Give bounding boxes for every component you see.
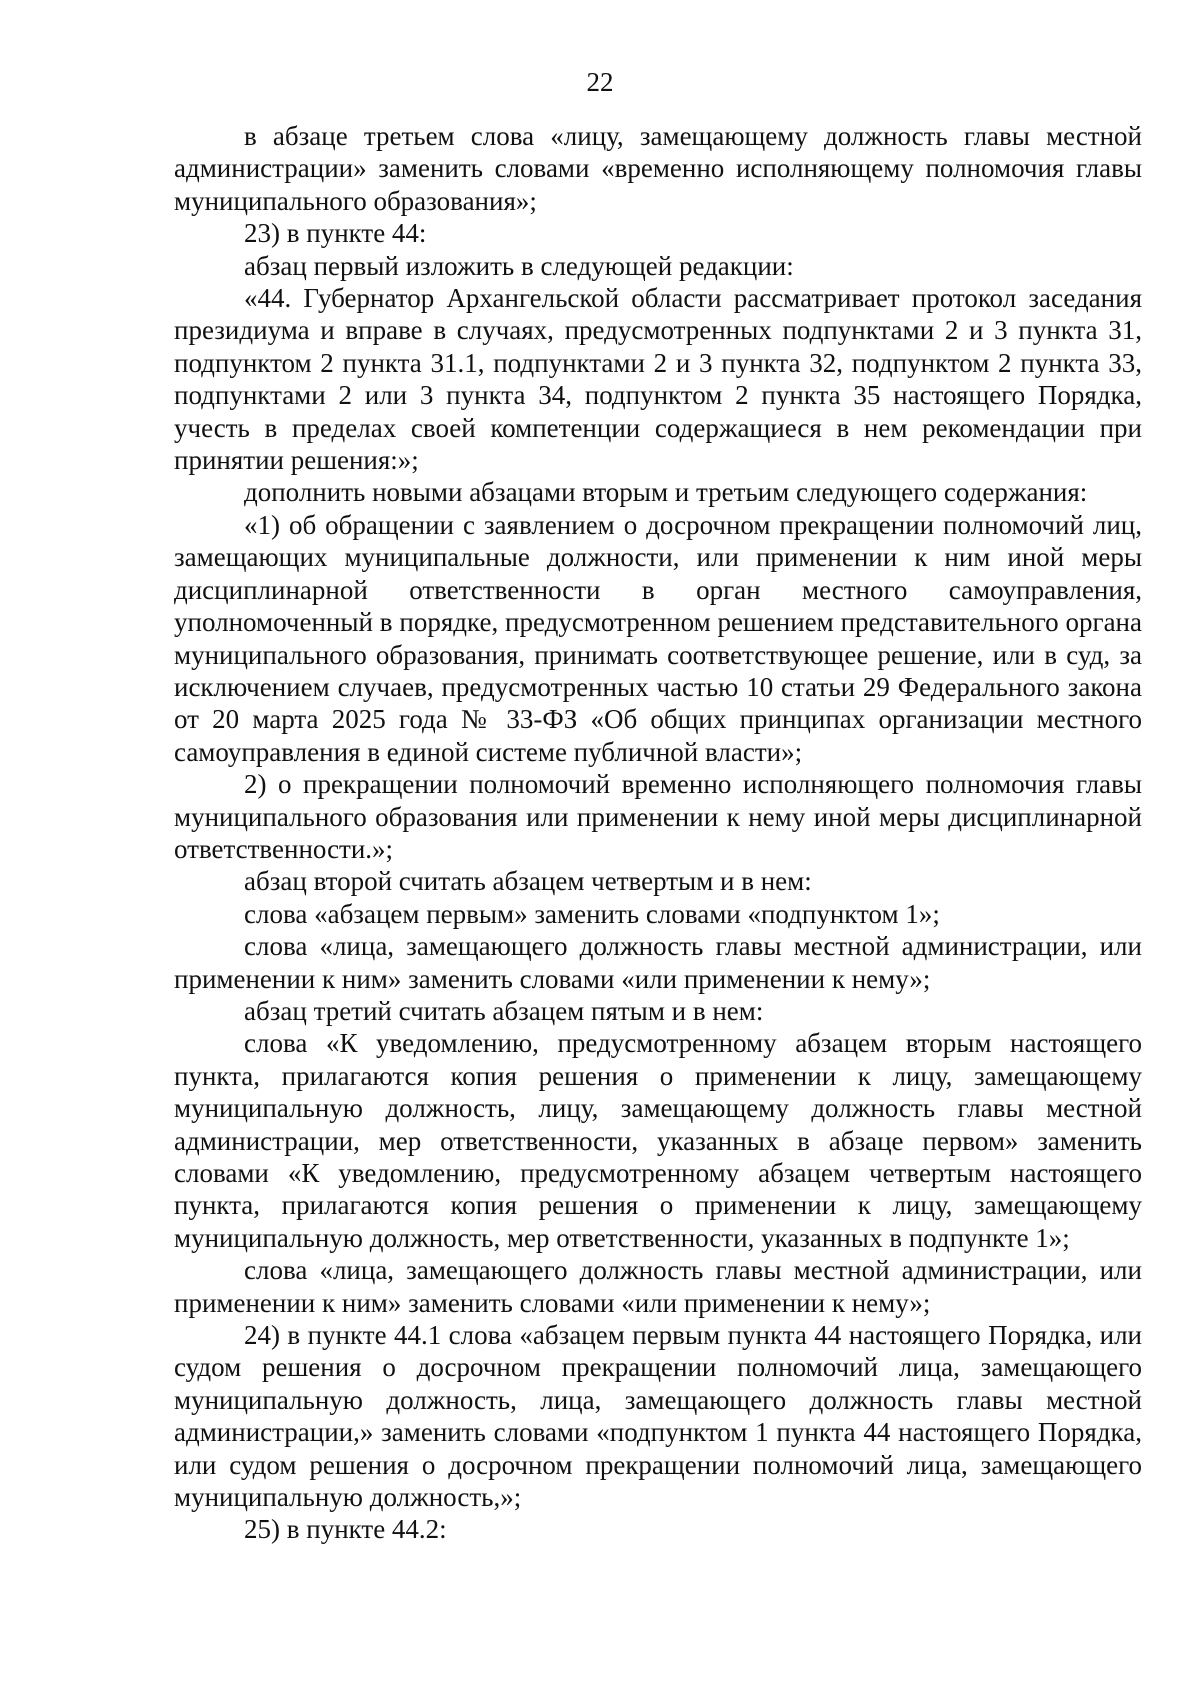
paragraph: 2) о прекращении полномочий временно исполняющего полномочия главы муниципального образования или применении к нему иной меры дисциплинарной ответственности.»; (174, 769, 1142, 864)
page-number: 22 (586, 67, 614, 97)
paragraph: 25) в пункте 44.2: (244, 1514, 447, 1545)
paragraph: 23) в пункте 44: (244, 218, 427, 249)
paragraph: дополнить новыми абзацами вторым и третьим следующего содержания: (244, 477, 1088, 508)
paragraph: «1) об обращении с заявлением о досрочном прекращении полномочий лиц, замещающих муниципальные должности, или применении к ним иной меры дисциплинарной ответственности в орган местного самоуправления, уполномоченный в порядке, предусмотренном решением представительного органа муниципального образования, принимать соответствующее решение, или в суд, за исключением случаев, предусмотренных частью 10 статьи 29 Федерального закона от 20 марта 2025 года № 33-ФЗ «Об общих принципах организации местного самоуправления в единой системе публичной власти»; (174, 509, 1142, 767)
document-body (174, 120, 1142, 1546)
paragraph: слова «К уведомлению, предусмотренному абзацем вторым настоящего пункта, прилагаются копия решения о применении к лицу, замещающему муниципальную должность, лицу, замещающему должность главы местной администрации, мер ответственности, указанных в абзаце первом» заменить словами «К уведомлению, предусмотренному абзацем четвертым настоящего пункта, прилагаются копия решения о применении к лицу, замещающему муниципальную должность, мер ответственности, указанных в подпункте 1»; (174, 1028, 1142, 1253)
paragraph: абзац второй считать абзацем четвертым и в нем: (244, 866, 812, 897)
paragraph: в абзаце третьем слова «лицу, замещающему должность главы местной администрации» заменить словами «временно исполняющему полномочия главы муниципального образования»; (174, 121, 1142, 216)
paragraph: слова «лица, замещающего должность главы местной администрации, или применении к ним» заменить словами «или применении к нему»; (174, 1255, 1142, 1318)
paragraph: слова «лица, замещающего должность главы местной администрации, или применении к ним» заменить словами «или применении к нему»; (174, 931, 1142, 994)
paragraph: слова «абзацем первым» заменить словами «подпунктом 1»; (244, 898, 940, 929)
paragraph: абзац третий считать абзацем пятым и в нем: (244, 995, 764, 1026)
paragraph: 24) в пункте 44.1 слова «абзацем первым пункта 44 настоящего Порядка, или судом решения о досрочном прекращении полномочий лица, замещающего муниципальную должность, лица, замещающего должность главы местной администрации,» заменить словами «подпунктом 1 пункта 44 настоящего Порядка, или судом решения о досрочном прекращении полномочий лица, замещающего муниципальную должность,»; (174, 1320, 1142, 1513)
paragraph: «44. Губернатор Архангельской области рассматривает протокол заседания президиума и вправе в случаях, предусмотренных подпунктами 2 и 3 пункта 31, подпунктом 2 пункта 31.1, подпунктами 2 и 3 пункта 32, подпунктом 2 пункта 33, подпунктами 2 или 3 пункта 34, подпунктом 2 пункта 35 настоящего Порядка, учесть в пределах своей компетенции содержащиеся в нем рекомендации при принятии решения:»; (174, 283, 1142, 476)
paragraph: абзац первый изложить в следующей редакции: (244, 250, 794, 281)
